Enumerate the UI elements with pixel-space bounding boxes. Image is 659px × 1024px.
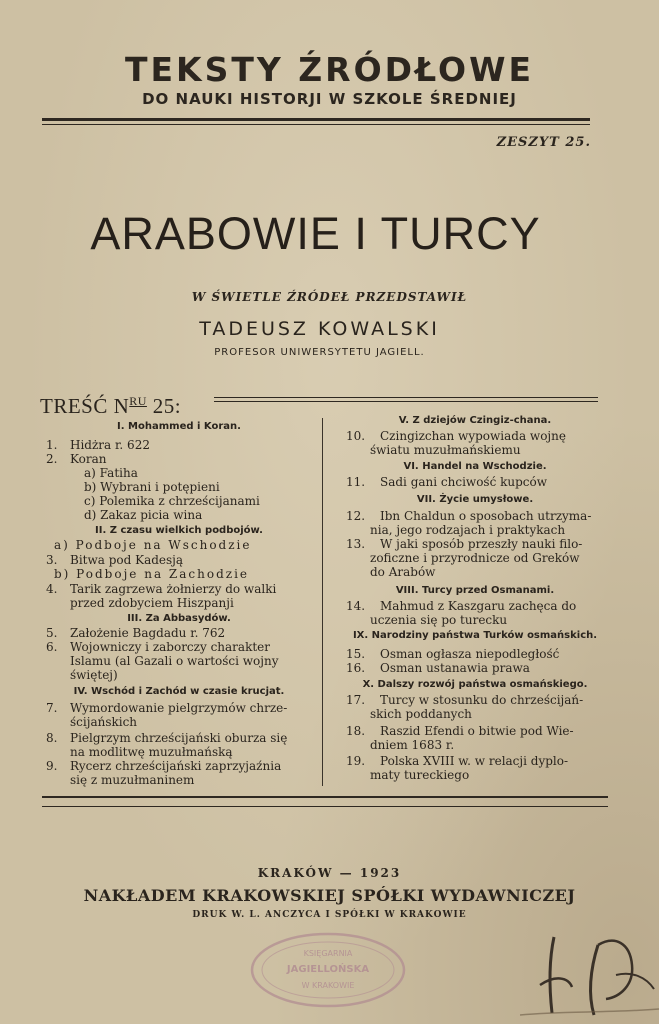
toc-right-column [340, 414, 610, 790]
toc-heading-prefix: TREŚĆ N [40, 394, 130, 418]
toc-left-line [84, 508, 202, 522]
toc-entry-text: VII. Życie umysłowe. [416, 494, 534, 505]
toc-left-line [46, 701, 287, 715]
toc-rule-bottom-2 [42, 806, 608, 807]
toc-entry-number: 17. [346, 693, 366, 707]
toc-left-line [46, 452, 107, 466]
toc-entry-text: Polska XVIII w. w relacji dyplo- [380, 754, 569, 768]
toc-entry-text: V. Z dziejów Czingiz-chana. [398, 415, 552, 426]
toc-entry-text: Pielgrzym chrześcijański oburza się [70, 731, 288, 745]
printer: DRUK W. L. ANCZYCA I SPÓŁKI W KRAKOWIE [192, 910, 467, 920]
toc-right-line [340, 493, 610, 507]
author-title: PROFESOR UNIWERSYTETU JAGIELL. [214, 347, 425, 358]
toc-right-line [370, 443, 521, 457]
toc-entry-text: VIII. Turcy przed Osmanami. [395, 585, 555, 596]
toc-entry-text: Turcy w stosunku do chrześcijań- [380, 693, 584, 707]
author-name: TADEUSZ KOWALSKI [199, 318, 440, 340]
toc-right-line [370, 738, 454, 752]
toc-left-line [84, 466, 138, 480]
toc-entry-number: 18. [346, 724, 366, 738]
city-year: KRAKÓW — 1923 [257, 866, 402, 880]
toc-entry-number: 11. [346, 475, 366, 489]
toc-entry-number: 19. [346, 754, 366, 768]
toc-left-line [54, 538, 252, 552]
publisher: NAKŁADEM KRAKOWSKIEJ SPÓŁKI WYDAWNICZEJ [83, 886, 576, 905]
toc-entry-text: Mahmud z Kaszgaru zachęca do [380, 599, 577, 613]
toc-heading-superscript: RU [129, 394, 147, 408]
toc-entry-text: światu muzułmańskiemu [370, 443, 521, 457]
toc-entry-text: dniem 1683 r. [370, 738, 455, 752]
issue-number: ZESZYT 25. [496, 135, 591, 150]
toc-entry-text: skich poddanych [370, 707, 472, 721]
toc-column-divider [322, 418, 323, 786]
toc-left-line [84, 480, 220, 494]
toc-right-line [346, 509, 591, 523]
toc-right-line [346, 537, 582, 551]
toc-entry-number: 2. [46, 452, 58, 466]
toc-left-line [70, 596, 234, 610]
toc-left-line [46, 553, 183, 567]
toc-entry-text: Raszid Efendi o bitwie pod Wie- [380, 724, 574, 738]
byline: W ŚWIETLE ŹRÓDEŁ PRZEDSTAWIŁ [191, 290, 468, 304]
svg-text:W KRAKOWIE: W KRAKOWIE [301, 981, 355, 990]
header-rule-thin [42, 124, 590, 125]
toc-entry-text: IX. Narodziny państwa Turków osmańskich. [352, 630, 598, 641]
toc-left-line [46, 438, 150, 452]
toc-entry-number: 9. [46, 759, 58, 773]
toc-entry-text: Tarik zagrzewa żołnierzy do walki [70, 582, 277, 596]
toc-entry-number: 10. [346, 429, 366, 443]
toc-entry-text: a) Podboje na Wschodzie [54, 538, 252, 552]
toc-left-line [84, 494, 260, 508]
toc-entry-text: nia, jego rodzajach i praktykach [370, 523, 566, 537]
toc-entry-text: Czingizchan wypowiada wojnę [380, 429, 566, 443]
toc-entry-number: 16. [346, 661, 366, 675]
toc-entry-text: zoficzne i przyrodnicze od Greków [370, 551, 580, 565]
toc-entry-text: maty tureckiego [370, 768, 470, 782]
toc-right-line [370, 613, 507, 627]
toc-entry-text: c) Polemika z chrześcijanami [84, 494, 260, 508]
toc-entry-text: przed zdobyciem Hiszpanji [70, 596, 234, 610]
toc-entry-number: 3. [46, 553, 58, 567]
series-subtitle: DO NAUKI HISTORJI W SZKOLE ŚREDNIEJ [142, 90, 517, 108]
toc-right-line [346, 429, 566, 443]
toc-entry-text: Osman ustanawia prawa [380, 661, 530, 675]
toc-left-line [40, 524, 318, 538]
toc-entry-number: 13. [346, 537, 366, 551]
toc-entry-text: VI. Handel na Wschodzie. [403, 461, 547, 472]
toc-right-line [346, 599, 576, 613]
toc-left-line [40, 612, 318, 626]
toc-right-line [340, 678, 610, 692]
toc-left-line [46, 582, 276, 596]
toc-heading [40, 394, 181, 419]
toc-right-line [346, 754, 568, 768]
svg-text:JAGIELLOŃSKA: JAGIELLOŃSKA [286, 964, 370, 975]
toc-entry-number: 14. [346, 599, 366, 613]
toc-entry-number: 7. [46, 701, 58, 715]
toc-entry-text: uczenia się po turecku [370, 613, 508, 627]
toc-entry-text: Koran [70, 452, 107, 466]
toc-entry-text: Założenie Bagdadu r. 762 [70, 626, 226, 640]
toc-right-line [340, 414, 610, 428]
toc-entry-text: Wymordowanie pielgrzymów chrze- [70, 701, 288, 715]
toc-entry-text: Rycerz chrześcijański zaprzyjaźnia [70, 759, 282, 773]
toc-entry-text: X. Dalszy rozwój państwa osmańskiego. [362, 679, 588, 690]
toc-entry-number: 12. [346, 509, 366, 523]
toc-entry-text: ścijańskich [70, 715, 138, 729]
book-title: ARABOWIE I TURCY [90, 208, 541, 259]
svg-text:KSIĘGARNIA: KSIĘGARNIA [303, 949, 353, 958]
toc-left-line [70, 773, 194, 787]
toc-entry-text: Islamu (al Gazali o wartości wojny [70, 654, 279, 668]
toc-entry-text: Wojowniczy i zaborczy charakter [70, 640, 270, 654]
toc-right-line [340, 584, 610, 598]
toc-entry-text: I. Mohammed i Koran. [117, 421, 241, 432]
toc-rule-top-2 [214, 401, 598, 402]
toc-left-line [70, 715, 137, 729]
toc-rule-top-1 [214, 397, 598, 398]
toc-entry-text: świętej) [70, 668, 118, 682]
header-rule-thick [42, 118, 590, 121]
toc-right-line [370, 768, 469, 782]
toc-right-line [370, 551, 580, 565]
toc-right-line [340, 460, 610, 474]
toc-right-line [346, 475, 547, 489]
toc-left-line [40, 685, 318, 699]
toc-right-line [340, 629, 610, 643]
toc-right-line [346, 693, 583, 707]
toc-right-line [346, 647, 559, 661]
toc-left-line [46, 759, 281, 773]
toc-entry-number: 1. [46, 438, 58, 452]
toc-entry-number: 15. [346, 647, 366, 661]
toc-left-line [70, 745, 233, 759]
toc-entry-number: 4. [46, 582, 58, 596]
toc-right-line [370, 523, 565, 537]
toc-entry-text: b) Podboje na Zachodzie [54, 567, 250, 581]
toc-entry-text: do Arabów [370, 565, 436, 579]
toc-entry-text: b) Wybrani i potępieni [84, 480, 220, 494]
toc-entry-text: Sadi gani chciwość kupców [380, 475, 548, 489]
toc-left-line [46, 640, 270, 654]
series-title: TEKSTY ŹRÓDŁOWE [124, 50, 535, 89]
toc-entry-text: II. Z czasu wielkich podbojów. [95, 525, 263, 536]
toc-right-line [346, 724, 574, 738]
toc-right-line [346, 661, 530, 675]
toc-left-line [70, 654, 279, 668]
toc-entry-text: III. Za Abbasydów. [127, 613, 231, 624]
toc-right-line [370, 565, 435, 579]
toc-entry-text: IV. Wschód i Zachód w czasie krucjat. [73, 686, 285, 697]
library-stamp [248, 930, 408, 1010]
toc-entry-text: Bitwa pod Kadesją [70, 553, 184, 567]
toc-left-line [46, 626, 225, 640]
toc-entry-text: się z muzułmaninem [70, 773, 195, 787]
toc-entry-text: Ibn Chaldun o sposobach utrzyma- [380, 509, 592, 523]
toc-entry-text: Hidżra r. 622 [70, 438, 150, 452]
toc-rule-bottom-1 [42, 796, 608, 798]
toc-left-line [40, 420, 318, 434]
handwritten-mark [520, 915, 659, 1024]
toc-left-line [46, 731, 287, 745]
toc-left-line [54, 567, 249, 581]
toc-left-column [40, 420, 318, 790]
toc-entry-text: na modlitwę muzułmańską [70, 745, 233, 759]
toc-left-line [70, 668, 118, 682]
toc-entry-text: a) Fatiha [84, 466, 138, 480]
toc-entry-number: 8. [46, 731, 58, 745]
toc-entry-text: W jaki sposób przeszły nauki filo- [380, 537, 583, 551]
toc-entry-text: Osman ogłasza niepodległość [380, 647, 560, 661]
toc-entry-number: 5. [46, 626, 58, 640]
toc-heading-number: 25: [152, 394, 182, 418]
toc-entry-number: 6. [46, 640, 58, 654]
toc-entry-text: d) Zakaz picia wina [84, 508, 203, 522]
toc-right-line [370, 707, 472, 721]
